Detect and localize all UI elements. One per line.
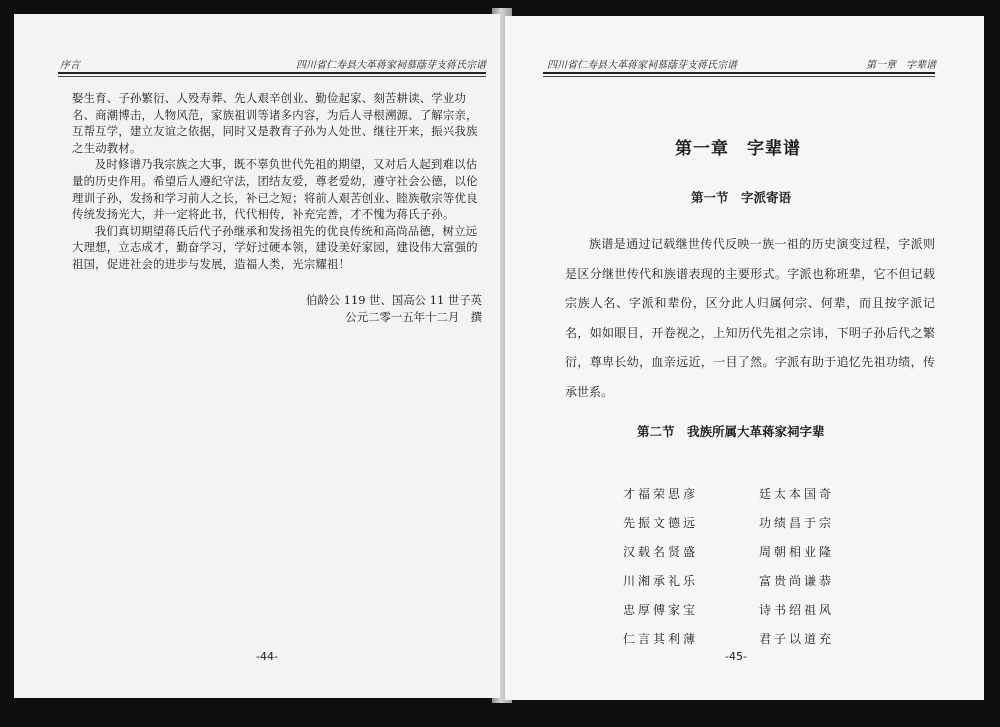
preface-paragraph-2: 及时修谱乃我宗族之大事，既不辜负世代先祖的期望，又对后人起到难以估量的历史作用。希望后人遵纪守法，团结友爱，尊老爱幼，遵守社会公德，以伦理训子孙，发扬和学习前人之长，补已之短；将前人艰苦创业、睦族敬宗等优良传统发扬光大，并一定将此书，代代相传，补充完善，才不愧为蒋氏子孙。 bbox=[72, 157, 478, 222]
header-rule bbox=[543, 72, 935, 74]
poem-line: 才福荣思彦 bbox=[623, 487, 699, 501]
poem-line: 诗书绍祖风 bbox=[759, 603, 835, 617]
poem-line: 忠厚傅家宝 bbox=[623, 603, 699, 617]
signature-line-2: 公元二零一五年十二月 撰 bbox=[345, 310, 482, 324]
page-number-left: -44- bbox=[256, 650, 278, 663]
left-page bbox=[14, 14, 500, 698]
signature-line-1: 伯龄公 119 世、国高公 11 世子英 bbox=[305, 293, 482, 307]
poem-line: 汉载名贤盛 bbox=[623, 545, 699, 559]
signature bbox=[306, 292, 482, 326]
preface-text bbox=[72, 90, 482, 273]
page-number-right: -45- bbox=[725, 650, 747, 663]
header-rule-thin bbox=[58, 76, 486, 77]
poem-line: 君子以道充 bbox=[759, 632, 835, 646]
poem-line: 周朝相业隆 bbox=[759, 545, 835, 559]
poem-line: 廷太本国奇 bbox=[759, 487, 835, 501]
poem-line: 仁言其利薄 bbox=[623, 632, 699, 646]
running-header-title: 四川省仁寿县大革蒋家祠慕蔭芽支蒋氏宗谱 bbox=[547, 60, 737, 71]
running-header-title: 四川省仁寿县大革蒋家祠慕蔭芽支蒋氏宗谱 bbox=[296, 60, 486, 71]
running-header-chapter: 第一章 字辈谱 bbox=[866, 60, 936, 71]
right-page bbox=[505, 16, 984, 700]
preface-paragraph-1: 娶生育、子孙繁衍、人殁寿葬、先人艰辛创业、勤俭起家、刻苦耕读、学业功名、商潮博击，人物风范，家族祖训等诸多内容，为后人寻根溯源、了解宗亲，互帮互学，建立友谊之依据，同时又是教育子孙为人处世、继往开来，振兴我族之生动教材。 bbox=[72, 91, 478, 155]
header-rule-thin bbox=[543, 76, 935, 77]
section-1-title: 第一节 字派寄语 bbox=[691, 190, 792, 205]
poem-line: 富贵尚谦恭 bbox=[759, 574, 835, 588]
section-1-paragraph: 族谱是通过记载继世传代反映一族一祖的历史演变过程，字派则是区分继世传代和族谱表现的主要形式。字派也称班辈，它不但记载宗族人名、字派和辈份，区分此人归属何宗、何辈，而且按字派记名，如如眼目，开卷视之，上知历代先祖之宗讳，下明子孙后代之繁衍，尊卑长幼，血亲远近，一目了然。字派有助于追忆先祖功绩，传承世系。 bbox=[565, 237, 935, 399]
section-1-body bbox=[565, 230, 935, 407]
generation-poem-right-column bbox=[759, 480, 834, 654]
preface-paragraph-3: 我们真切期望蒋氏后代子孙继承和发扬祖先的优良传统和高尚品德，树立远大理想，立志成才，勤奋学习，学好过硬本领，建设美好家园，建设伟大富强的祖国，促进社会的进步与发展，造福人类，光宗耀祖！ bbox=[72, 223, 478, 271]
poem-line: 功绩昌于宗 bbox=[759, 516, 835, 530]
poem-line: 先振文德远 bbox=[623, 516, 699, 530]
poem-line: 川湘承礼乐 bbox=[623, 574, 699, 588]
generation-poem-left-column bbox=[623, 480, 698, 654]
chapter-title: 第一章 字辈谱 bbox=[675, 139, 801, 159]
header-rule bbox=[58, 72, 486, 74]
section-2-title: 第二节 我族所属大革蒋家祠字辈 bbox=[637, 424, 825, 439]
running-header-left: 序言 bbox=[60, 60, 80, 71]
